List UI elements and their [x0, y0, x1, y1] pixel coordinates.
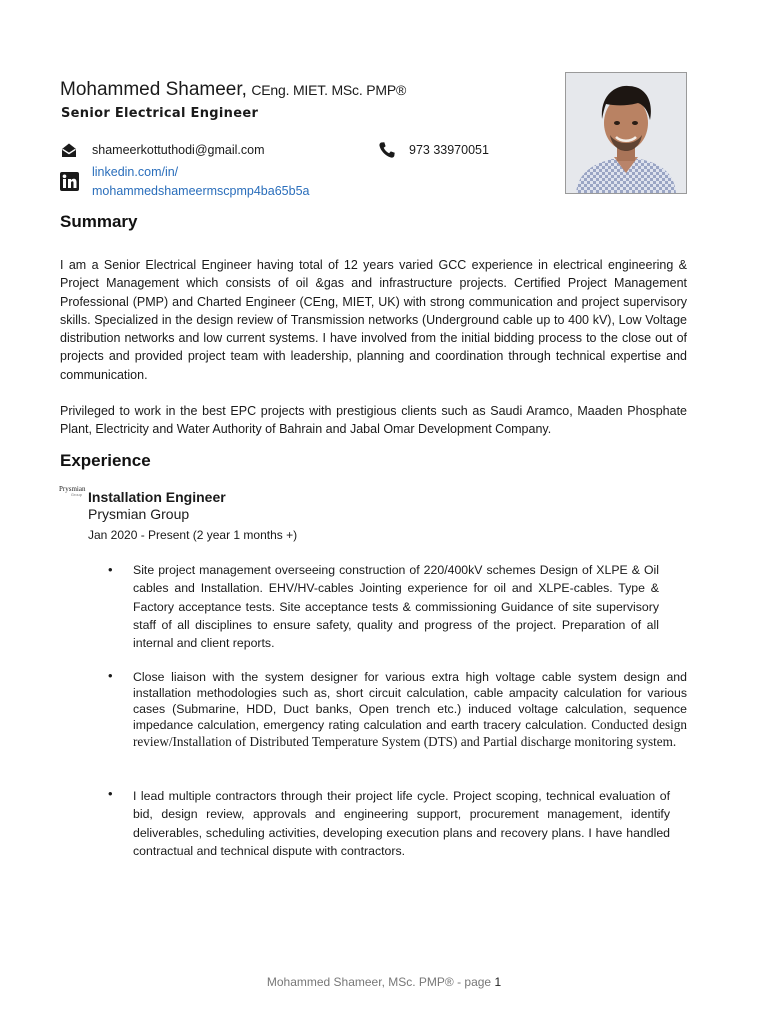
job-dates: Jan 2020 - Present (2 year 1 months +)	[88, 528, 298, 542]
credentials: CEng. MIET. MSc. PMP®	[251, 82, 407, 98]
bullet-marker: •	[108, 786, 113, 801]
company-logo-subtext: Group	[70, 492, 82, 497]
summary-heading: Summary	[60, 212, 138, 231]
bullet-item-2-serif-text: Conducted design review/Installation of Distributed Temperature System (DTS) and Partial discharge monitoring system.	[133, 717, 687, 750]
summary-paragraph-1: I am a Senior Electrical Engineer having total of 12 years varied GCC experience in electrical engineering & Project Management which consists of oil &gas and infrastructure projects. Certified Project Management Professional (PMP) and Charted Engineer (CEng, MIET, UK) with strong communication and project supervisory skills. Specialized in the design review of Transmission networks (Underground cable up to 400 kV), Low Voltage distribution networks and low current systems. I have involved from the initial bidding process to the close out of projects and provided project team with leadership, planning and coordination through technical expertise and communication.	[60, 258, 687, 382]
linkedin-icon	[60, 172, 78, 190]
linkedin-link-line2[interactable]: mohammedshameermscpmp4ba65b5a	[92, 184, 310, 198]
email-link[interactable]: shameerkottuthodi@gmail.com	[92, 143, 265, 157]
bullet-item-2-text: Close liaison with the system designer for various extra high voltage cable system design and installation methodologies such as, short circuit calculation, cable ampacity calculation for various cases (Submarine, HDD, Duct banks, Open trench etc.) induced voltage calculation, sequence impedance calculation, emergency rating calculation and earth tracery calculation.	[133, 670, 687, 733]
summary-paragraph-2: Privileged to work in the best EPC projects with prestigious clients such as Saudi Aramco, Maaden Phosphate Plant, Electricity and Water Authority of Bahrain and Jabal Omar Development Company.	[60, 404, 687, 437]
job-company: Prysmian Group	[88, 506, 190, 522]
company-logo	[59, 486, 84, 498]
footer-text: Mohammed Shameer, MSc. PMP® - page	[266, 975, 495, 989]
email-icon	[60, 141, 78, 159]
person-name: Mohammed Shameer,	[60, 79, 247, 100]
linkedin-link-line1[interactable]: linkedin.com/in/	[92, 165, 179, 179]
bullet-item-2	[133, 670, 687, 751]
phone-icon	[378, 141, 396, 159]
company-logo-text: Prysmian	[59, 485, 86, 493]
bullet-item-3: I lead multiple contractors through their project life cycle. Project scoping, technical evaluation of bid, design review, approvals and engineering support, procurement management, identify deliverables, scheduling activities, developing execution plans and recovery plans. I have handled contractual and technical dispute with contractors.	[133, 789, 670, 858]
phone-number: 973 33970051	[409, 143, 489, 157]
bullet-marker: •	[108, 668, 113, 683]
profile-photo	[565, 72, 687, 194]
job-position: Installation Engineer	[88, 489, 226, 505]
job-title-heading: Senior Electrical Engineer	[61, 106, 259, 121]
experience-heading: Experience	[60, 451, 151, 470]
page-footer	[0, 975, 768, 989]
bullet-item-1: Site project management overseeing construction of 220/400kV schemes Design of XLPE & Oil cables and Installation. EHV/HV-cables Jointing experience for oil and XLPE-cables. Type & Factory acceptance tests. Site acceptance tests & commissioning Guidance of site supervisory staff of all disciplines to ensure safety, quality and progress of the project. Preparation of all internal and client reports.	[133, 563, 659, 651]
bullet-marker: •	[108, 562, 113, 577]
page-number: 1	[494, 975, 502, 989]
resume-name-line	[60, 79, 406, 101]
